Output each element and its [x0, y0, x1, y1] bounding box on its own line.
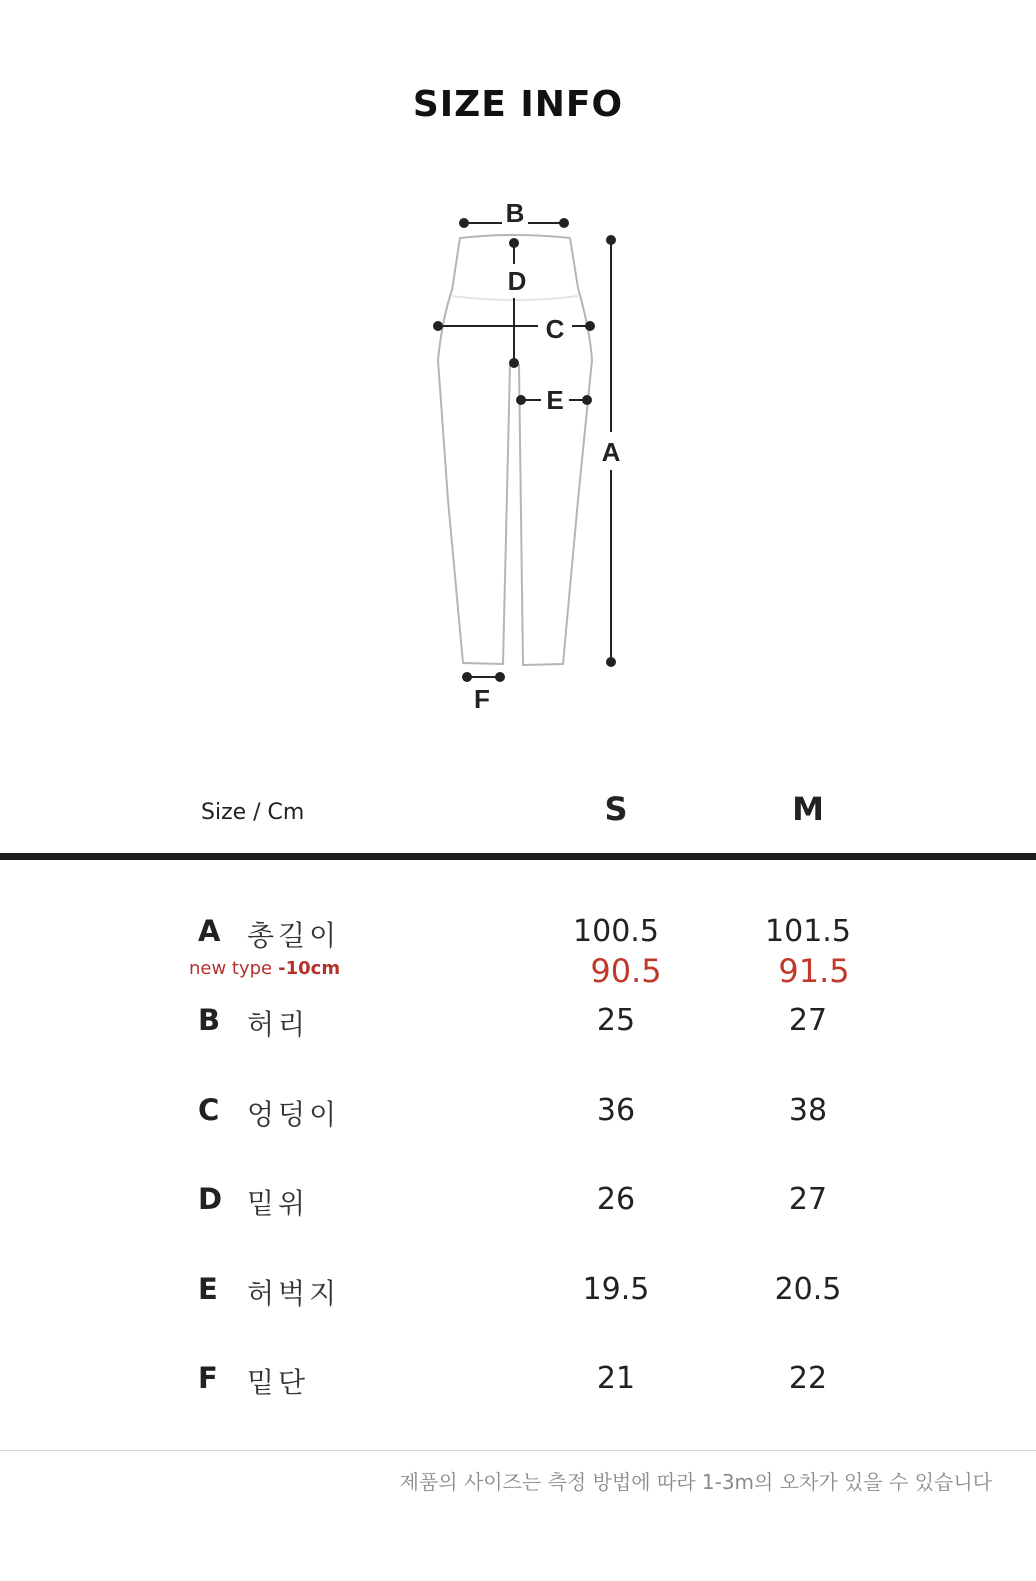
row-name: 밑단 — [247, 1366, 310, 1399]
row-name: 총길이 — [247, 919, 341, 952]
table-row — [0, 1003, 1036, 1053]
value-m: 20.5 — [774, 1272, 842, 1307]
leggings-diagram — [0, 0, 1036, 740]
row-name: 허벅지 — [247, 1277, 341, 1310]
header-divider — [0, 853, 1036, 860]
table-row — [0, 1093, 1036, 1143]
table-row — [0, 1361, 1036, 1411]
diagram-label-b: B — [505, 198, 525, 228]
size-m-header: M — [792, 790, 824, 828]
value-m: 27 — [788, 1003, 828, 1038]
value-s: 25 — [596, 1003, 636, 1038]
new-type-label: new type — [189, 958, 273, 979]
diagram-label-a: A — [601, 437, 621, 467]
value-m: 22 — [788, 1361, 828, 1396]
row-letter: C — [198, 1093, 220, 1127]
measurement-disclaimer: 제품의 사이즈는 측정 방법에 따라 1-3m의 오차가 있을 수 있습니다 — [399, 1470, 992, 1494]
diagram-label-d: D — [507, 266, 527, 296]
size-unit-header: Size / Cm — [201, 800, 305, 825]
row-name: 엉덩이 — [247, 1098, 341, 1131]
row-letter: D — [198, 1182, 223, 1216]
row-letter: B — [198, 1003, 221, 1037]
new-type-value-s: 90.5 — [590, 952, 662, 990]
diagram-label-c: C — [545, 314, 565, 344]
value-m: 27 — [788, 1182, 828, 1217]
value-s: 100.5 — [573, 914, 659, 949]
diagram-label-f: F — [474, 684, 490, 714]
row-letter: F — [198, 1361, 218, 1395]
value-m: 101.5 — [765, 914, 851, 949]
row-name: 밑위 — [247, 1187, 310, 1220]
new-type-value-m: 91.5 — [778, 952, 850, 990]
value-s: 36 — [596, 1093, 636, 1128]
row-name: 허리 — [247, 1008, 310, 1041]
row-letter: A — [198, 914, 221, 948]
row-letter: E — [198, 1272, 218, 1306]
value-s: 19.5 — [582, 1272, 650, 1307]
footer-divider — [0, 1450, 1036, 1451]
new-type-note — [189, 958, 340, 979]
value-s: 26 — [596, 1182, 636, 1217]
diagram-label-e: E — [546, 385, 564, 415]
value-s: 21 — [596, 1361, 636, 1396]
new-type-suffix: -10cm — [278, 958, 341, 979]
table-row — [0, 1182, 1036, 1232]
table-row — [0, 1272, 1036, 1322]
size-s-header: S — [604, 790, 628, 828]
page-title: SIZE INFO — [412, 84, 624, 125]
value-m: 38 — [788, 1093, 828, 1128]
